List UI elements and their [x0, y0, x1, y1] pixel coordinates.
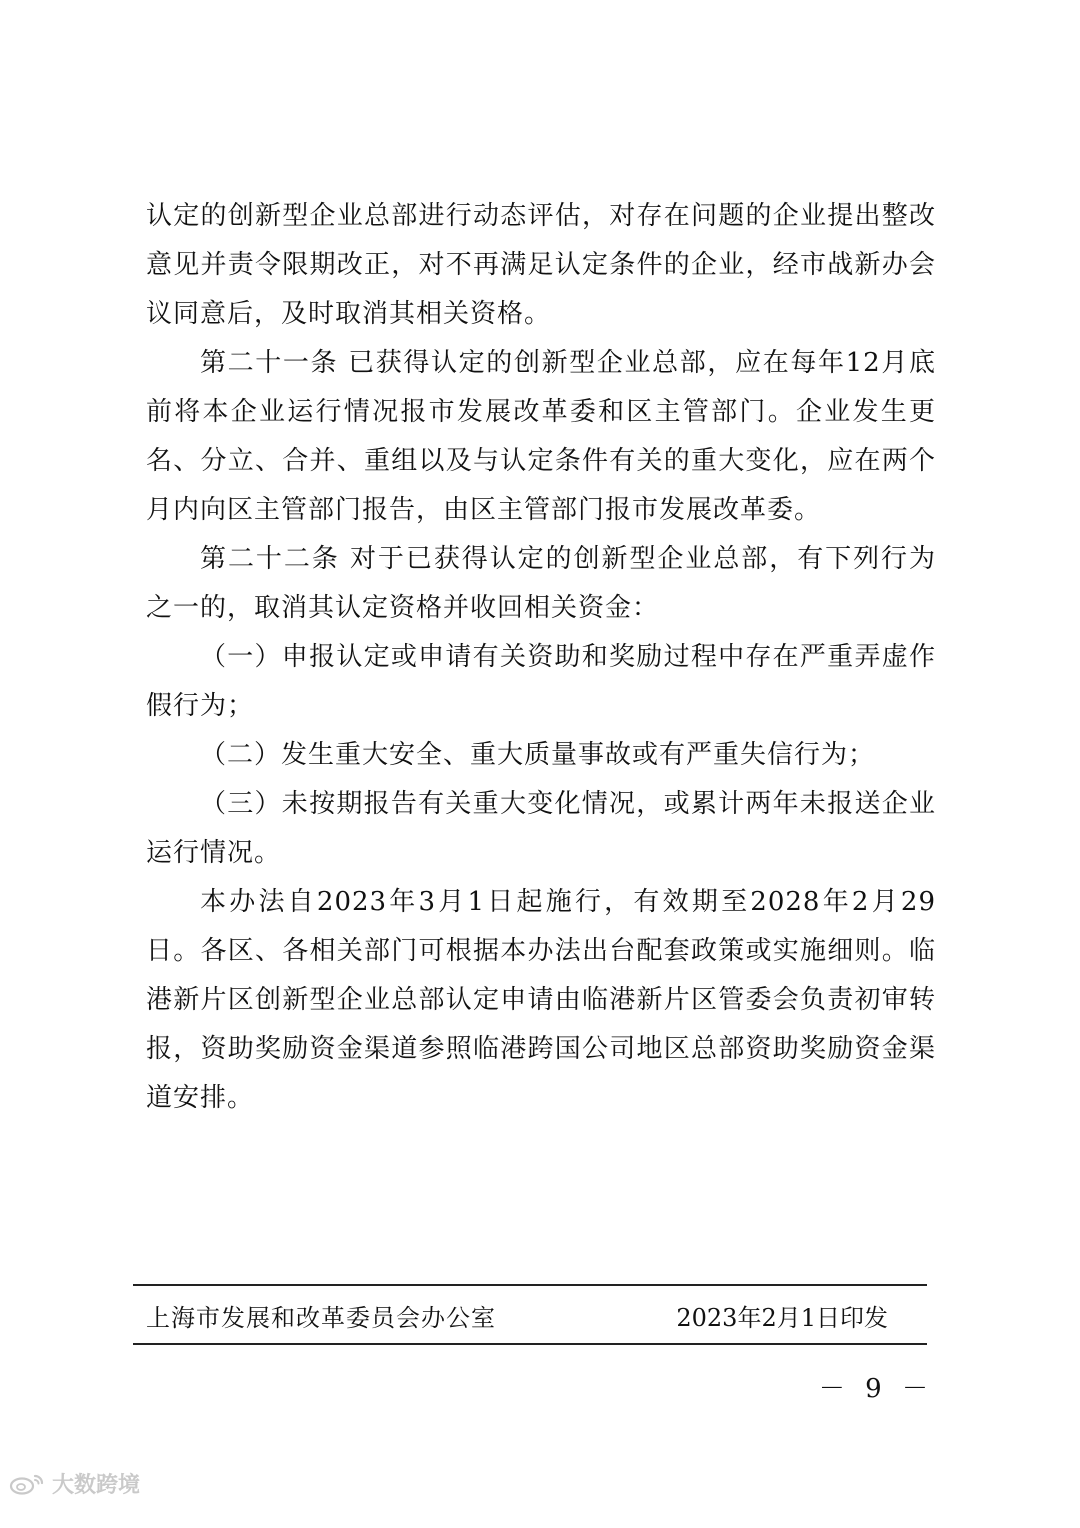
article-22-item-2: （二）发生重大安全、重大质量事故或有严重失信行为；: [200, 740, 876, 770]
watermark-text: 大数跨境: [52, 1473, 141, 1498]
article-22-item-3: （三）未按期报告有关重大变化情况，或累计两年未报送企业运行情况。: [146, 789, 936, 868]
article-22-item-1: （一）申报认定或申请有关资助和奖励过程中存在严重弄虚作假行为；: [146, 642, 936, 721]
print-date: 2023年2月1日印发: [676, 1304, 888, 1332]
page-number: － 9 －: [818, 1374, 934, 1404]
footer-top-rule: [133, 1284, 927, 1286]
article-22: 第二十二条 对于已获得认定的创新型企业总部，有下列行为之一的，取消其认定资格并收回相关资金：: [146, 544, 936, 623]
paragraph-1: 认定的创新型企业总部进行动态评估，对存在问题的企业提出整改意见并责令限期改正，对不再满足认定条件的企业，经市战新办会议同意后，及时取消其相关资格。: [146, 201, 936, 329]
footer-bottom-rule: [133, 1343, 927, 1345]
weibo-logo-icon: [8, 1473, 46, 1495]
issuer-name: 上海市发展和改革委员会办公室: [146, 1304, 496, 1332]
effective-date-paragraph: 本办法自2023年3月1日起施行，有效期至2028年2月29日。各区、各相关部门可根据本办法出台配套政策或实施细则。临港新片区创新型企业总部认定申请由临港新片区管委会负责初审转报，资助奖励资金渠道参照临港跨国公司地区总部资助奖励资金渠道安排。: [146, 887, 936, 1113]
article-21: 第二十一条 已获得认定的创新型企业总部，应在每年12月底前将本企业运行情况报市发展改革委和区主管部门。企业发生更名、分立、合并、重组以及与认定条件有关的重大变化，应在两个月内向区主管部门报告，由区主管部门报市发展改革委。: [146, 348, 936, 525]
document-body: [146, 192, 936, 1123]
watermark: [8, 1468, 140, 1499]
